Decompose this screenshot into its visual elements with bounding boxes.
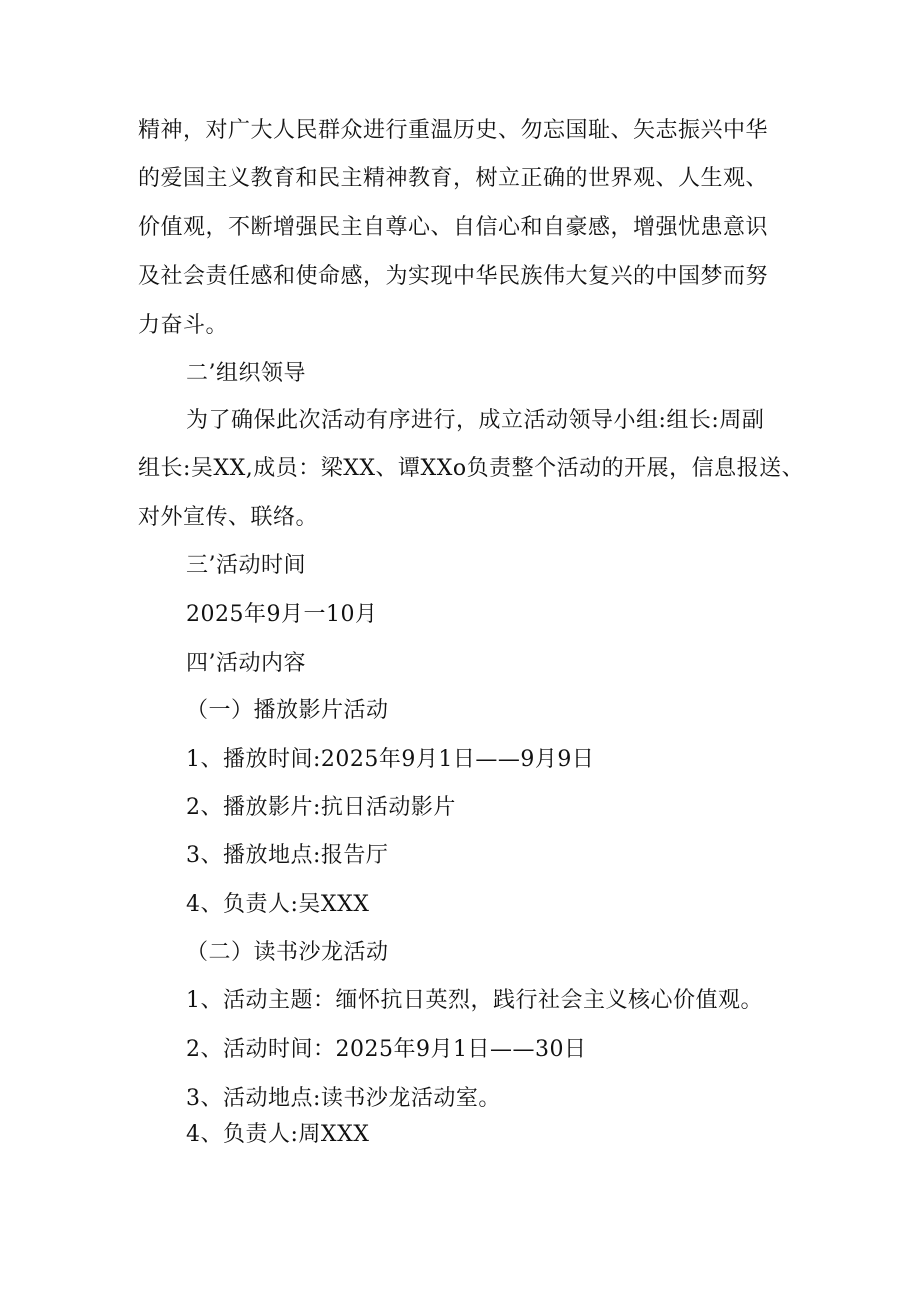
paragraph-line: 及社会责任感和使命感，为实现中华民族伟大复兴的中国梦而努	[138, 264, 769, 289]
paragraph-line: 对外宣传、联络。	[138, 505, 319, 530]
paragraph-line: 价值观，不断增强民主自尊心、自信心和自豪感，增强忧患意识	[138, 215, 769, 240]
list-item: 2、播放影片:抗日活动影片	[186, 795, 456, 820]
list-item: 4、负责人:周XXX	[186, 1122, 370, 1147]
paragraph-line: 的爱国主义教育和民主精神教育，树立正确的世界观、人生观、	[138, 166, 769, 191]
list-item: 2、活动时间：2025年9月1日——30日	[186, 1037, 587, 1062]
subsection-heading-film: （一）播放影片活动	[186, 698, 389, 723]
activity-period: 2025年9月一10月	[186, 602, 378, 627]
subsection-heading-reading-salon: （二）读书沙龙活动	[186, 940, 389, 965]
list-item: 1、播放时间:2025年9月1日——9月9日	[186, 747, 595, 772]
list-item: 3、活动地点:读书沙龙活动室。	[186, 1086, 501, 1111]
section-heading-content: 四’活动内容	[186, 651, 306, 676]
section-heading-time: 三’活动时间	[186, 553, 306, 578]
paragraph-line: 为了确保此次活动有序进行，成立活动领导小组:组长:周副	[186, 408, 765, 433]
section-heading-organization: 二’组织领导	[186, 361, 306, 386]
list-item: 1、活动主题：缅怀抗日英烈，践行社会主义核心价值观。	[186, 988, 763, 1013]
paragraph-line: 精神，对广大人民群众进行重温历史、勿忘国耻、矢志振兴中华	[138, 118, 769, 143]
list-item: 4、负责人:吴XXX	[186, 892, 370, 917]
paragraph-line: 力奋斗。	[138, 313, 229, 338]
list-item: 3、播放地点:报告厅	[186, 843, 389, 868]
paragraph-line: 组长:吴XX,成员：梁XX、谭XXo负责整个活动的开展，信息报送、	[138, 456, 805, 481]
